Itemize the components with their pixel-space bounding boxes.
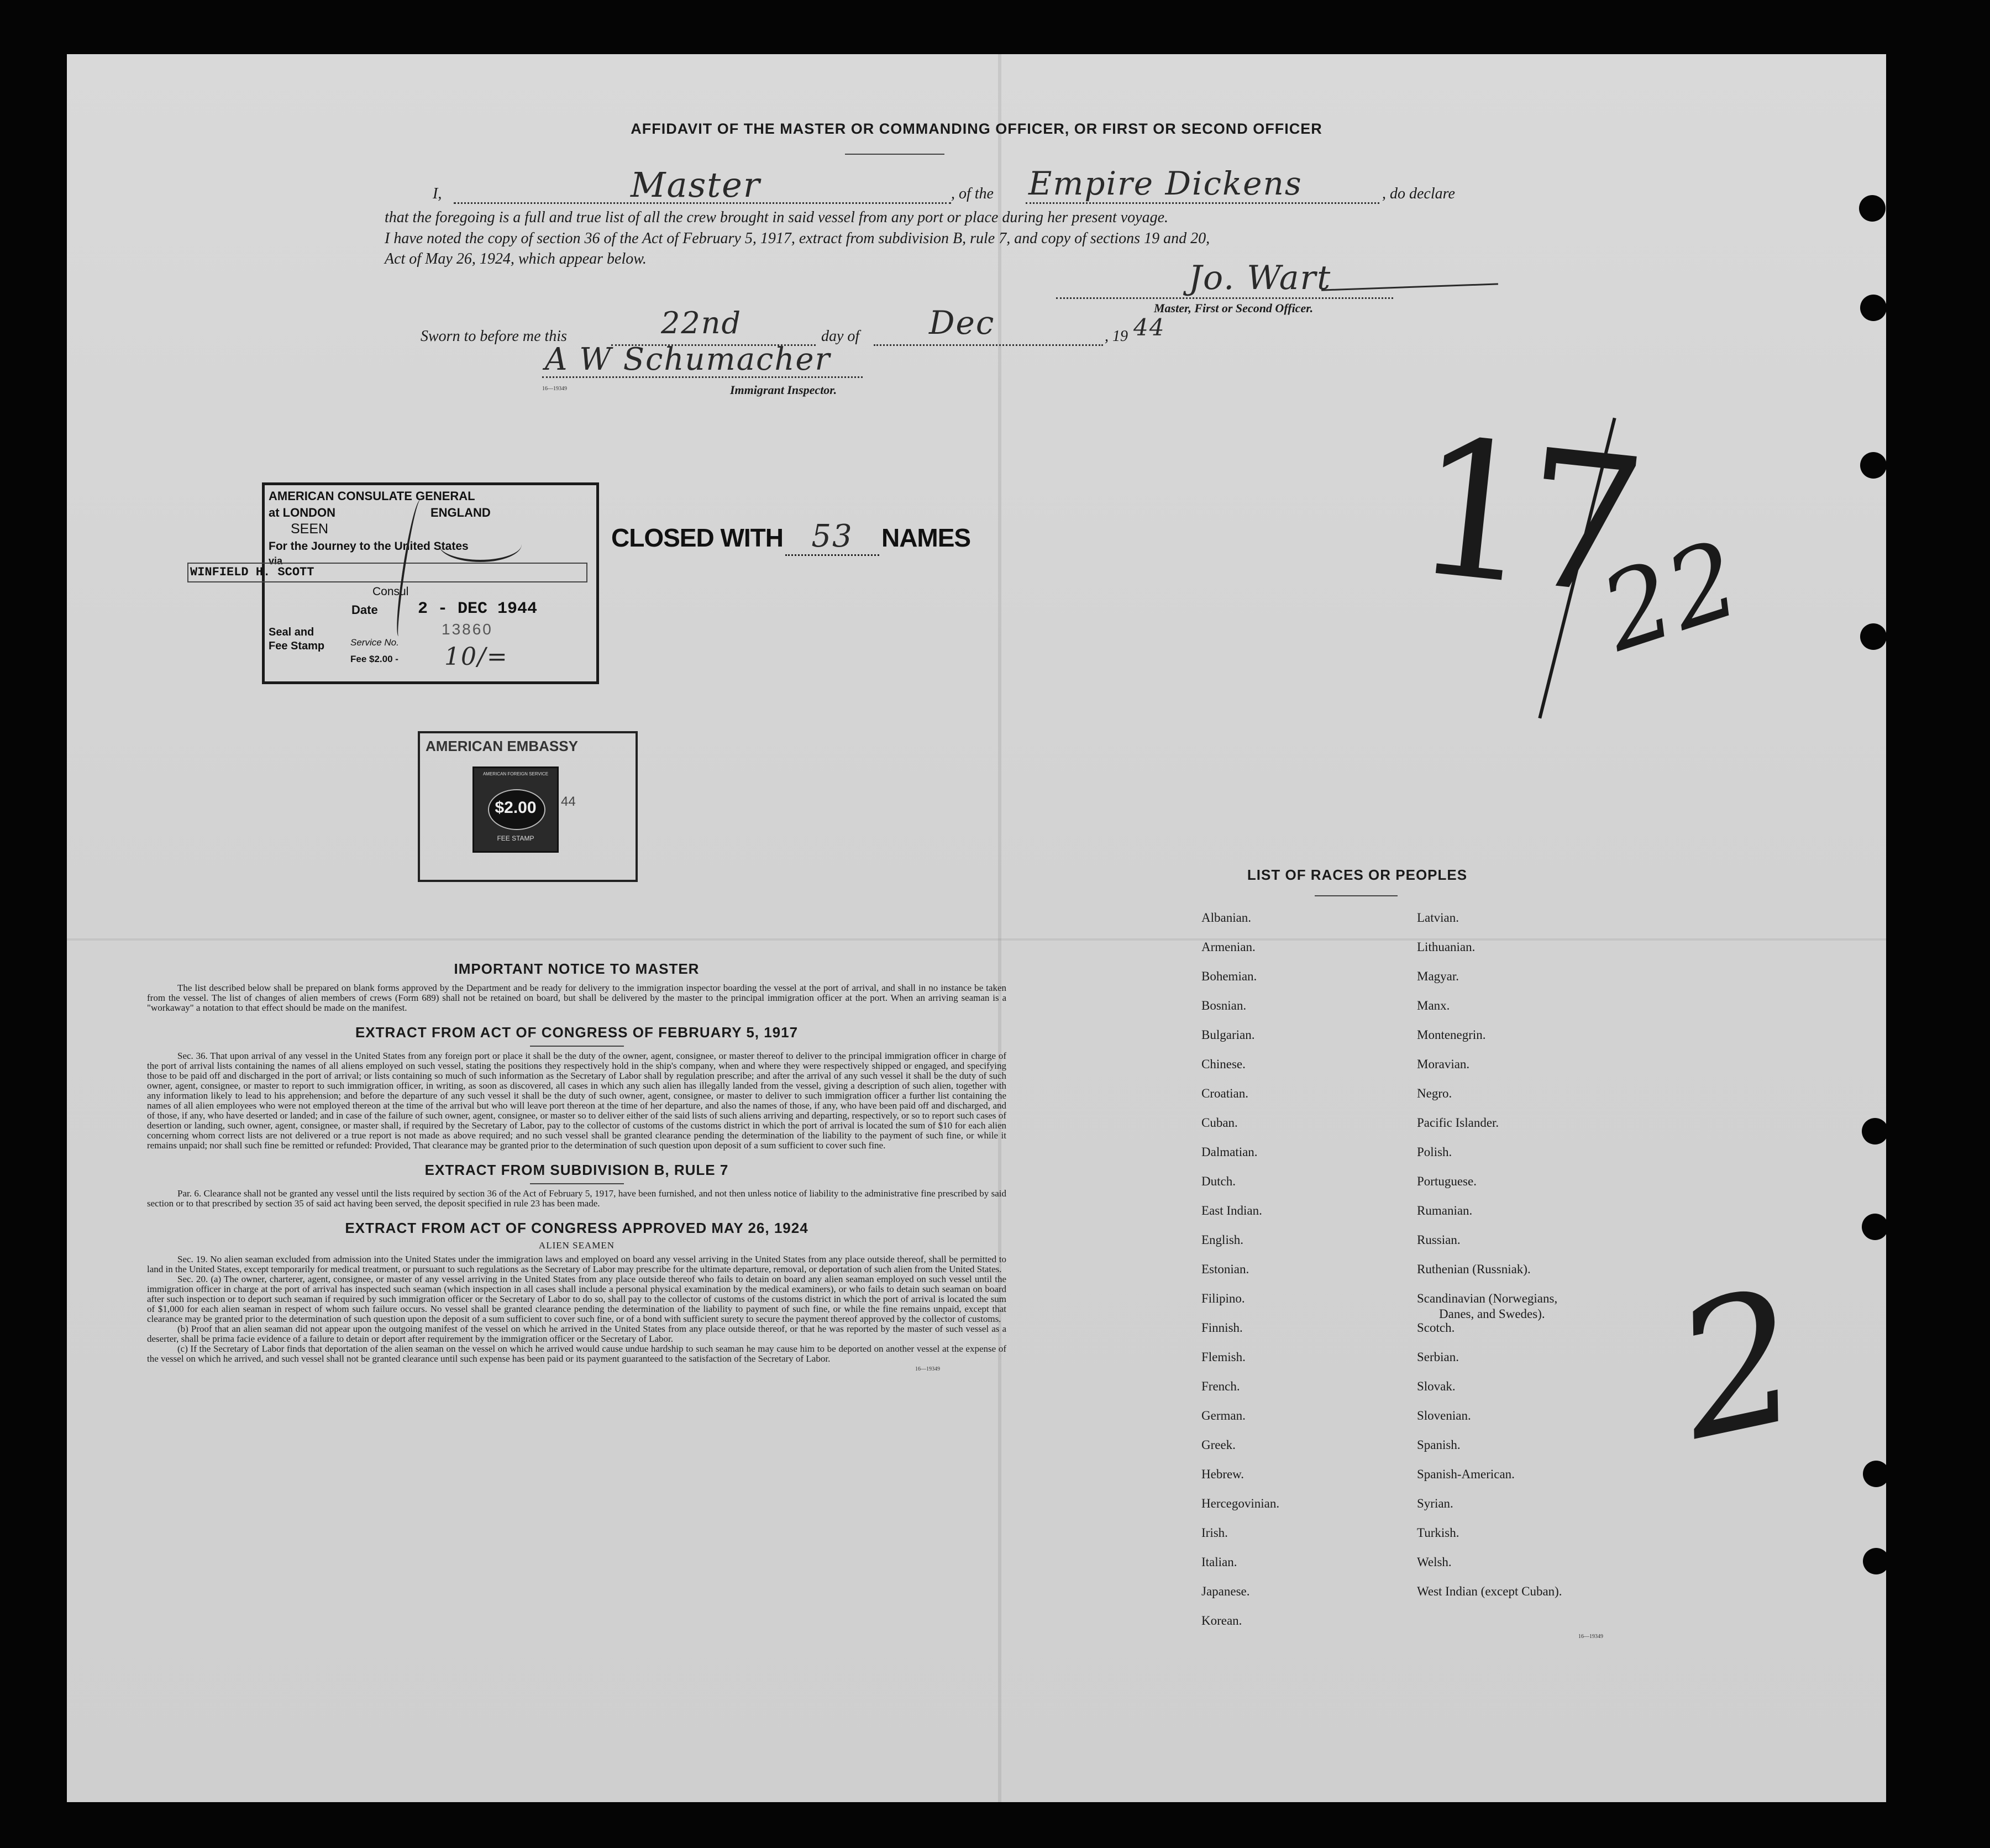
race-item: Slovak. [1417, 1379, 1456, 1393]
race-item: Hebrew. [1201, 1467, 1245, 1481]
race-item: Cuban. [1201, 1116, 1238, 1130]
affidavit-title: AFFIDAVIT OF THE MASTER OR COMMANDING OFFICER, OR FIRST OR SECOND OFFICER [631, 120, 1322, 137]
punch-hole [1860, 452, 1886, 479]
punch-hole [1860, 295, 1886, 321]
stamp-line-2b: ENGLAND [430, 506, 491, 519]
notice-title: IMPORTANT NOTICE TO MASTER [454, 960, 700, 977]
extract-1917-title: EXTRACT FROM ACT OF CONGRESS OF FEBRUARY 5, 1917 [355, 1024, 799, 1041]
year-handwritten: 44 [1133, 314, 1165, 341]
consul-label: Consul [372, 585, 409, 598]
affidavit-line-3: I have noted the copy of section 36 of the Act of February 5, 1917, extract from subdivision B, rule 7, and copy of sections 19 and 20, [385, 230, 1210, 247]
extract-1924-title: EXTRACT FROM ACT OF CONGRESS APPROVED MAY 26, 1924 [345, 1220, 808, 1236]
i-label: I, [433, 185, 442, 202]
fee-label: Fee $2.00 - [350, 654, 398, 664]
extract-1924-subtitle: ALIEN SEAMEN [538, 1240, 615, 1251]
inspector-label: Immigrant Inspector. [730, 383, 837, 397]
race-item: Slovenian. [1417, 1409, 1471, 1422]
race-item: Irish. [1201, 1526, 1228, 1540]
number-value: 13860 [442, 621, 493, 638]
race-item: Latvian. [1417, 911, 1459, 925]
race-item: Armenian. [1201, 940, 1256, 954]
race-item: Greek. [1201, 1438, 1236, 1452]
fee-stamp-value: $2.00 [495, 799, 537, 817]
rule-7-body: Par. 6. Clearance shall not be granted any vessel until the lists required by section 36 of the Act of February 5, 1917, have been furnished, and not then unless notice of liability to the administrative fine prescribed by said section or to that prescribed by section 35 of said act having been served, the deposit specified in rule 23 has been made. [147, 1188, 1006, 1209]
race-item: Albanian. [1201, 911, 1252, 925]
race-item: Turkish. [1417, 1526, 1459, 1540]
race-item: Croatian. [1201, 1086, 1248, 1100]
signature-line [1056, 286, 1393, 299]
race-item: Spanish. [1417, 1438, 1461, 1452]
do-declare-label: , do declare [1382, 185, 1455, 202]
inspector-line [542, 365, 863, 378]
fee-stamp-bottom: FEE STAMP [497, 834, 534, 842]
fee-handwritten: 10/= [444, 643, 508, 671]
races-title: LIST OF RACES OR PEOPLES [1247, 867, 1468, 883]
stamp-line-2a: at LONDON [269, 506, 335, 519]
punch-hole [1859, 195, 1886, 222]
race-item: Magyar. [1417, 969, 1459, 983]
race-item: Welsh. [1417, 1555, 1452, 1569]
section-rule [530, 1183, 624, 1184]
sec-20a-body: Sec. 20. (a) The owner, charterer, agent, consignee, or master of any vessel arriving in the United States from any place outside thereof who fails to detain on board any alien seaman employed on such vessel until the immigration officer in charge at the port of arrival has inspected such seaman (which inspection in all cases shall include a personal physical examination by the medical examiners), or who fails to detain such seaman on board after such inspection or to deport such seaman if required by such immigration officer or the Secretary of Labor to do so, shall pay to the collector of customs of the customs district in which the port of arrival is located the sum of $1,000 for each alien seaman in respect of whom such failure occurs. No vessel shall be granted clearance pending the determination of the liability to payment of such fine, or while the fine remains unpaid, except that clearance may be granted prior to the determination of such question upon the deposit of a sum sufficient to cover such fine, or of a bond with sufficient surety to secure the payment thereof approved by the collector of customs. [147, 1274, 1006, 1324]
sec-19-body: Sec. 19. No alien seaman excluded from admission into the United States under the immigration laws and employed on board any vessel arriving in the United States from any place outside thereof, shall be permitted to land in the United States, except temporarily for medical treatment, or pursuant to such regulations as the Secretary of Labor may prescribe for the ultimate departure, removal, or deportation of such alien from the United States. [147, 1254, 1006, 1274]
vessel-box [187, 563, 587, 582]
race-item: Portuguese. [1417, 1174, 1477, 1188]
race-item: Dalmatian. [1201, 1145, 1258, 1159]
day-handwritten: 22nd [661, 306, 742, 340]
extract-1917-body: Sec. 36. That upon arrival of any vessel in the United States from any foreign port or place it shall be the duty of the owner, agent, consignee, or master thereof to deliver to the principal immigration officer in charge of the port of arrival lists containing the names of all aliens employed on such vessel, stating the positions they respectively hold in the ship's company, when and where they were respectively shipped or engaged, and specifying those to be paid off and discharged in the port of arrival; or lists containing so much of such information as the Secretary of Labor shall by regulation prescribe; and after the arrival of any such vessel it shall be the duty of such owner, agent, consignee, or master to report to such immigration officer, in writing, as soon as discovered, all cases in which any such alien has illegally landed from the vessel, giving a description of such alien, together with any information likely to lead to his apprehension; and before the departure of any such vessel it shall be the duty of such owner, agent, consignee, or master to deliver to such immigration officer a further list containing the names of all alien employees who were not employed thereon at the time of the arrival but who will leave port thereon at the time of her departure, and also the names of those, if any, who have been paid off and discharged, and of those, if any, who have deserted or landed; and in case of the failure of such owner, agent, consignee, or master so to deliver either of the said lists of such aliens arriving and departing, respectively, or so to report such cases of desertion or landing, such owner, agent, consignee, or master shall, if required by the Secretary of Labor, pay to the collector of customs of the customs district in which the port of arrival is located the sum of $10 for each alien concerning whom correct lists are not delivered or a true report is not made as above required; and no such vessel shall be granted clearance pending the determination of the liability to the payment of such fine, or while it remains unpaid; nor shall such fine be remitted or refunded: Provided, That clearance may be granted prior to the determination of such question upon deposit of a sum sufficient to cover such fine. [147, 1051, 1006, 1151]
race-item: Hercegovinian. [1201, 1497, 1280, 1510]
race-item: Bulgarian. [1201, 1028, 1255, 1042]
race-item: Chinese. [1201, 1057, 1246, 1071]
race-item: Dutch. [1201, 1174, 1236, 1188]
race-item: Bosnian. [1201, 999, 1247, 1012]
title-rule [845, 154, 944, 155]
of-the-label: , of the [951, 185, 994, 202]
race-item: Estonian. [1201, 1262, 1249, 1276]
race-item: Flemish. [1201, 1350, 1246, 1364]
embassy-line-1: AMERICAN EMBASSY [426, 738, 578, 754]
race-item: Korean. [1201, 1614, 1242, 1628]
consul-signature-stroke [439, 527, 522, 562]
inspector-signature: A W Schumacher [545, 342, 831, 377]
stamp-line-5: via [269, 555, 283, 566]
race-item: Scotch. [1417, 1321, 1455, 1335]
signature-label: Master, First or Second Officer. [1154, 301, 1314, 315]
role-handwritten: Master [631, 165, 761, 205]
fold-crease [998, 54, 1001, 1802]
tally-2: 2 [1660, 1249, 1819, 1481]
race-item: Negro. [1417, 1086, 1452, 1100]
year-prefix: , 19 [1105, 328, 1128, 345]
closed-prefix: CLOSED WITH [611, 523, 783, 552]
section-rule [530, 1046, 624, 1047]
embassy-stamp [418, 731, 638, 882]
race-item: Filipino. [1201, 1292, 1245, 1305]
affidavit-line-4: Act of May 26, 1924, which appear below. [385, 250, 647, 267]
affidavit-line-2: that the foregoing is a full and true list of all the crew brought in said vessel from any port or place during her present voyage. [385, 209, 1169, 226]
document-page [67, 54, 1886, 1802]
race-item: Russian. [1417, 1233, 1461, 1247]
race-item: Serbian. [1417, 1350, 1459, 1364]
race-item: Finnish. [1201, 1321, 1243, 1335]
race-item: Japanese. [1201, 1584, 1250, 1598]
race-item: Italian. [1201, 1555, 1237, 1569]
tally-22: 22 [1587, 517, 1755, 675]
fee-stamp-label: Fee Stamp [269, 640, 325, 652]
punch-hole [1863, 1548, 1886, 1574]
embassy-side: 44 [561, 794, 576, 809]
seal-label: Seal and [269, 626, 314, 638]
date-value: 2 - DEC 1944 [417, 600, 538, 618]
closed-count: 53 [785, 518, 879, 556]
punch-hole [1860, 623, 1886, 650]
stamp-vessel: WINFIELD H. SCOTT [190, 565, 314, 579]
closed-stamp [611, 518, 970, 556]
tally-17: 17 [1404, 397, 1644, 638]
closed-suffix: NAMES [881, 523, 971, 552]
races-rule [1315, 895, 1398, 896]
vessel-handwritten: Empire Dickens [1028, 165, 1303, 202]
service-label: Service No. [350, 637, 399, 648]
form-code: 16—19349 [1578, 1634, 1603, 1640]
race-item: Bohemian. [1201, 969, 1257, 983]
sworn-label: Sworn to before me this [421, 328, 567, 345]
race-item: Danes, and Swedes). [1439, 1307, 1545, 1321]
punch-hole [1862, 1214, 1886, 1240]
race-item: Rumanian. [1417, 1204, 1473, 1217]
race-item: French. [1201, 1379, 1240, 1393]
race-item: German. [1201, 1409, 1246, 1422]
fee-stamp [472, 767, 559, 853]
sec-20c-body: (c) If the Secretary of Labor finds that deportation of the alien seaman on the vessel on which he arrived would cause undue hardship to such seaman he may cause him to be deported on another vessel at the expense of the vessel on which he arrived, and such vessel shall not be granted clearance until such expense has been paid or its payment guaranteed to the satisfaction of the Secretary of Labor. [147, 1343, 1006, 1364]
form-code: 16—19349 [542, 386, 567, 392]
race-item: Moravian. [1417, 1057, 1470, 1071]
races-right-column [1417, 911, 1671, 1701]
left-legal-column [147, 960, 1006, 1372]
master-signature: Jo. Wart [1189, 259, 1332, 297]
race-item: Pacific Islander. [1417, 1116, 1499, 1130]
race-item: Montenegrin. [1417, 1028, 1486, 1042]
consulate-stamp [190, 482, 599, 683]
date-label: Date [351, 603, 378, 617]
races-left-column [1201, 911, 1411, 1701]
month-handwritten: Dec [929, 304, 995, 342]
race-item: Ruthenian (Russniak). [1417, 1262, 1531, 1276]
race-item: Scandinavian (Norwegians, [1417, 1292, 1558, 1305]
race-item: Lithuanian. [1417, 940, 1476, 954]
rule-7-title: EXTRACT FROM SUBDIVISION B, RULE 7 [424, 1162, 729, 1178]
race-item: Syrian. [1417, 1497, 1453, 1510]
race-item: Polish. [1417, 1145, 1452, 1159]
punch-hole [1862, 1118, 1886, 1144]
form-code: 16—19349 [915, 1366, 940, 1372]
race-item: Manx. [1417, 999, 1450, 1012]
day-of-label: day of [821, 328, 860, 345]
race-item: Spanish-American. [1417, 1467, 1515, 1481]
stamp-line-3: SEEN [291, 521, 329, 537]
race-item: East Indian. [1201, 1204, 1262, 1217]
sec-20b-body: (b) Proof that an alien seaman did not appear upon the outgoing manifest of the vessel on which he arrived in the United States from any place outside thereof, or that he was reported by the master of such vessel as a deserter, shall be prima facie evidence of a failure to detain or deport after requirement by the immigration officer or the Secretary of Labor. [147, 1324, 1006, 1344]
race-item: West Indian (except Cuban). [1417, 1584, 1562, 1598]
race-item: English. [1201, 1233, 1244, 1247]
stamp-line-1: AMERICAN CONSULATE GENERAL [269, 489, 475, 503]
stamp-line-4: For the Journey to the United States [269, 540, 469, 553]
punch-hole [1863, 1461, 1886, 1487]
fee-stamp-top: AMERICAN FOREIGN SERVICE [482, 771, 549, 776]
notice-body: The list described below shall be prepared on blank forms approved by the Department and be ready for delivery to the immigration inspector boarding the vessel at the port of arrival, and shall in no instance be taken from the vessel. The list of changes of alien members of crews (Form 689) shall not be retained on board, but shall be delivered by the master to the principal immigration officer at the port. When an arriving seaman is a "workaway" a notation to that effect should be made on the manifest. [147, 983, 1006, 1013]
